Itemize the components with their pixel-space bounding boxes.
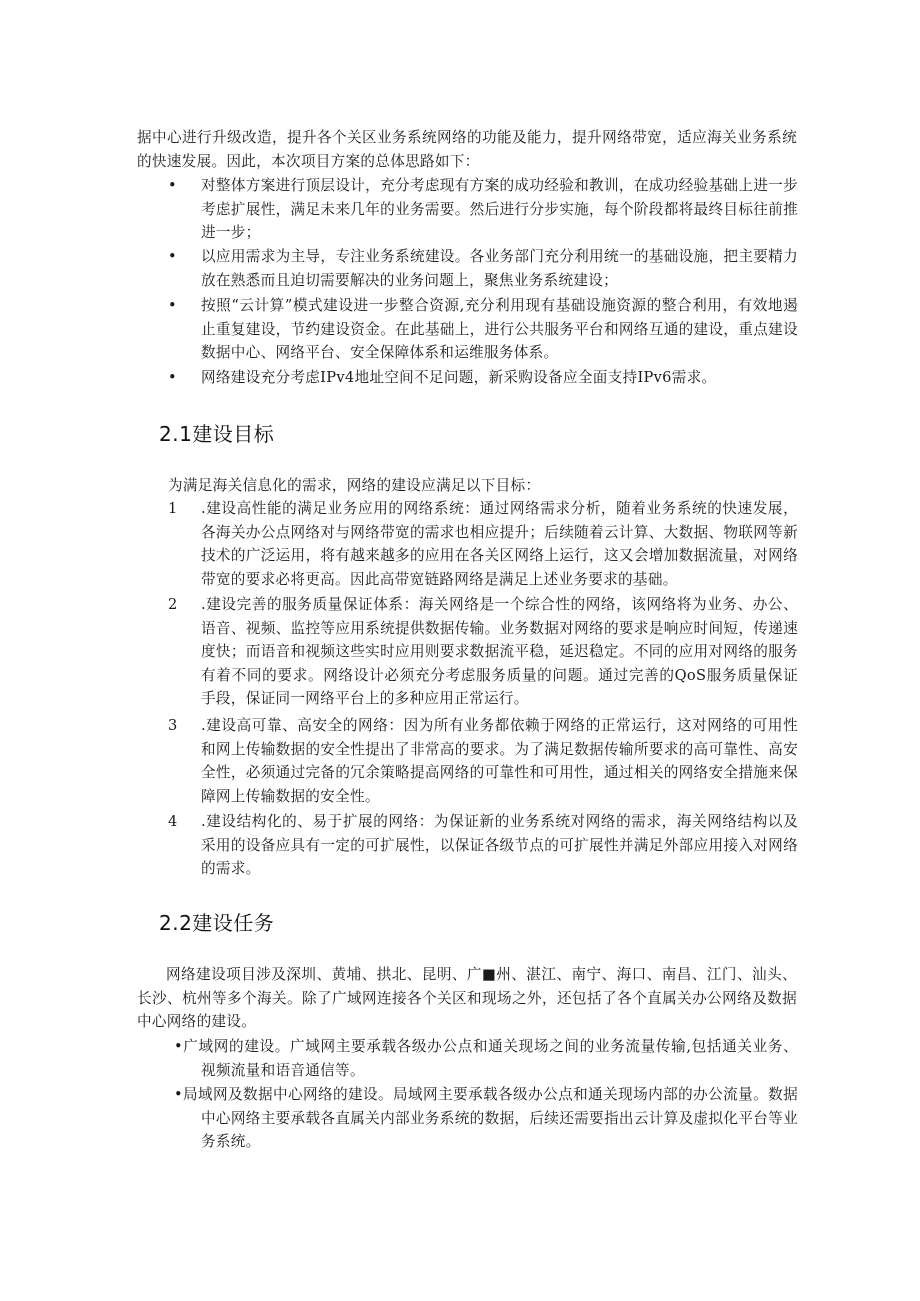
bullet-marker: •: [168, 177, 177, 194]
goal-text: .建设结构化的、易于扩展的网络：为保证新的业务系统对网络的需求，海关网络结构以及采用的设备应具有一定的可扩展性，以保证各级节点的可扩展性并满足外部应用接入对网络的需求。: [201, 813, 798, 877]
section-2-1-lead: 为满足海关信息化的需求，网络的建设应满足以下目标：: [168, 477, 541, 494]
bullet-text: 以应用需求为主导，专注业务系统建设。各业务部门充分利用统一的基础设施，把主要精力放在熟悉而且迫切需要解决的业务问题上，聚焦业务系统建设；: [201, 248, 798, 289]
section-heading-2-2: 2.2建设任务: [159, 911, 275, 935]
goal-text: .建设完善的服务质量保证体系：海关网络是一个综合性的网络，该网络将为业务、办公、语音、视频、监控等应用系统提供数据传输。业务数据对网络的要求是响应时间短，传递速度快；而语音和视频这些实时应用则要求数据流平稳，延迟稳定。不同的应用对网络的服务有着不同的要求。网络设计必须充分考虑服务质量的问题。通过完善的QoS服务质量保证手段，保证同一网络平台上的多种应用正常运行。: [201, 596, 798, 707]
bullet-text: 按照“云计算”模式建设进一步整合资源,充分利用现有基础设施资源的整合利用，有效地遏止重复建设，节约建设资金。在此基础上，进行公共服务平台和网络互通的建设，重点建设数据中心、网络平台、安全保障体系和运维服务体系。: [201, 297, 798, 361]
goal-text: .建设高性能的满足业务应用的网络系统：通过网络需求分析，随着业务系统的快速发展，各海关办公点网络对与网络带宽的需求也相应提升；后续随着云计算、大数据、物联网等新技术的广泛运用，将有越来越多的应用在各关区网络上运行，这又会增加数据流量，对网络带宽的要求必将更高。因此高带宽链路网络是满足上述业务要求的基础。: [201, 500, 798, 588]
goal-number: 1: [168, 500, 178, 517]
goal-number: 4: [168, 813, 178, 830]
goal-item-2: [168, 593, 798, 711]
bullet-text: 网络建设充分考虑IPv4地址空间不足问题，新采购设备应全面支持IPv6需求。: [201, 369, 717, 386]
bullet-marker: •: [168, 369, 177, 386]
goal-number: 2: [168, 596, 178, 613]
task-item-2: [168, 1083, 798, 1154]
section-heading-2-1: 2.1建设目标: [159, 422, 275, 446]
goal-text: .建设高可靠、高安全的网络：因为所有业务都依赖于网络的正常运行，这对网络的可用性和网上传输数据的安全性提出了非常高的要求。为了满足数据传输所要求的高可靠性、高安全性，必须通过完备的冗余策略提高网络的可靠性和可用性，通过相关的网络安全措施来保障网上传输数据的安全性。: [201, 717, 798, 805]
approach-bullet-3: [168, 294, 798, 365]
bullet-text: 对整体方案进行顶层设计，充分考虑现有方案的成功经验和教训，在成功经验基础上进一步考虑扩展性，满足未来几年的业务需要。然后进行分步实施，每个阶段都将最终目标往前推进一步；: [201, 177, 798, 241]
task-item-1: [168, 1035, 798, 1082]
bullet-marker: •: [168, 248, 177, 265]
goal-item-4: [168, 810, 798, 881]
section-2-2-lead: 网络建设项目涉及深圳、黄埔、拱北、昆明、广■州、湛江、南宁、海口、南昌、江门、汕头、长沙、杭州等多个海关。除了广域网连接各个关区和现场之外，还包括了各个直属关办公网络及数据中心网络的建设。: [137, 966, 797, 1030]
approach-bullet-1: [168, 174, 798, 245]
intro-paragraph: 据中心进行升级改造，提升各个关区业务系统网络的功能及能力，提升网络带宽，适应海关业务系统的快速发展。因此，本次项目方案的总体思路如下：: [137, 129, 797, 170]
goal-item-1: [168, 497, 798, 591]
goal-item-3: [168, 714, 798, 808]
approach-bullet-4: [168, 366, 798, 390]
goal-number: 3: [168, 717, 178, 734]
task-text: •广域网的建设。广域网主要承载各级办公点和通关现场之间的业务流量传输,包括通关业务、视频流量和语音通信等。: [174, 1038, 798, 1079]
bullet-marker: •: [168, 297, 177, 314]
task-text: •局域网及数据中心网络的建设。局域网主要承载各级办公点和通关现场内部的办公流量。数据中心网络主要承载各直属关内部业务系统的数据，后续还需要指出云计算及虚拟化平台等业务系统。: [174, 1086, 798, 1150]
approach-bullet-2: [168, 245, 798, 292]
